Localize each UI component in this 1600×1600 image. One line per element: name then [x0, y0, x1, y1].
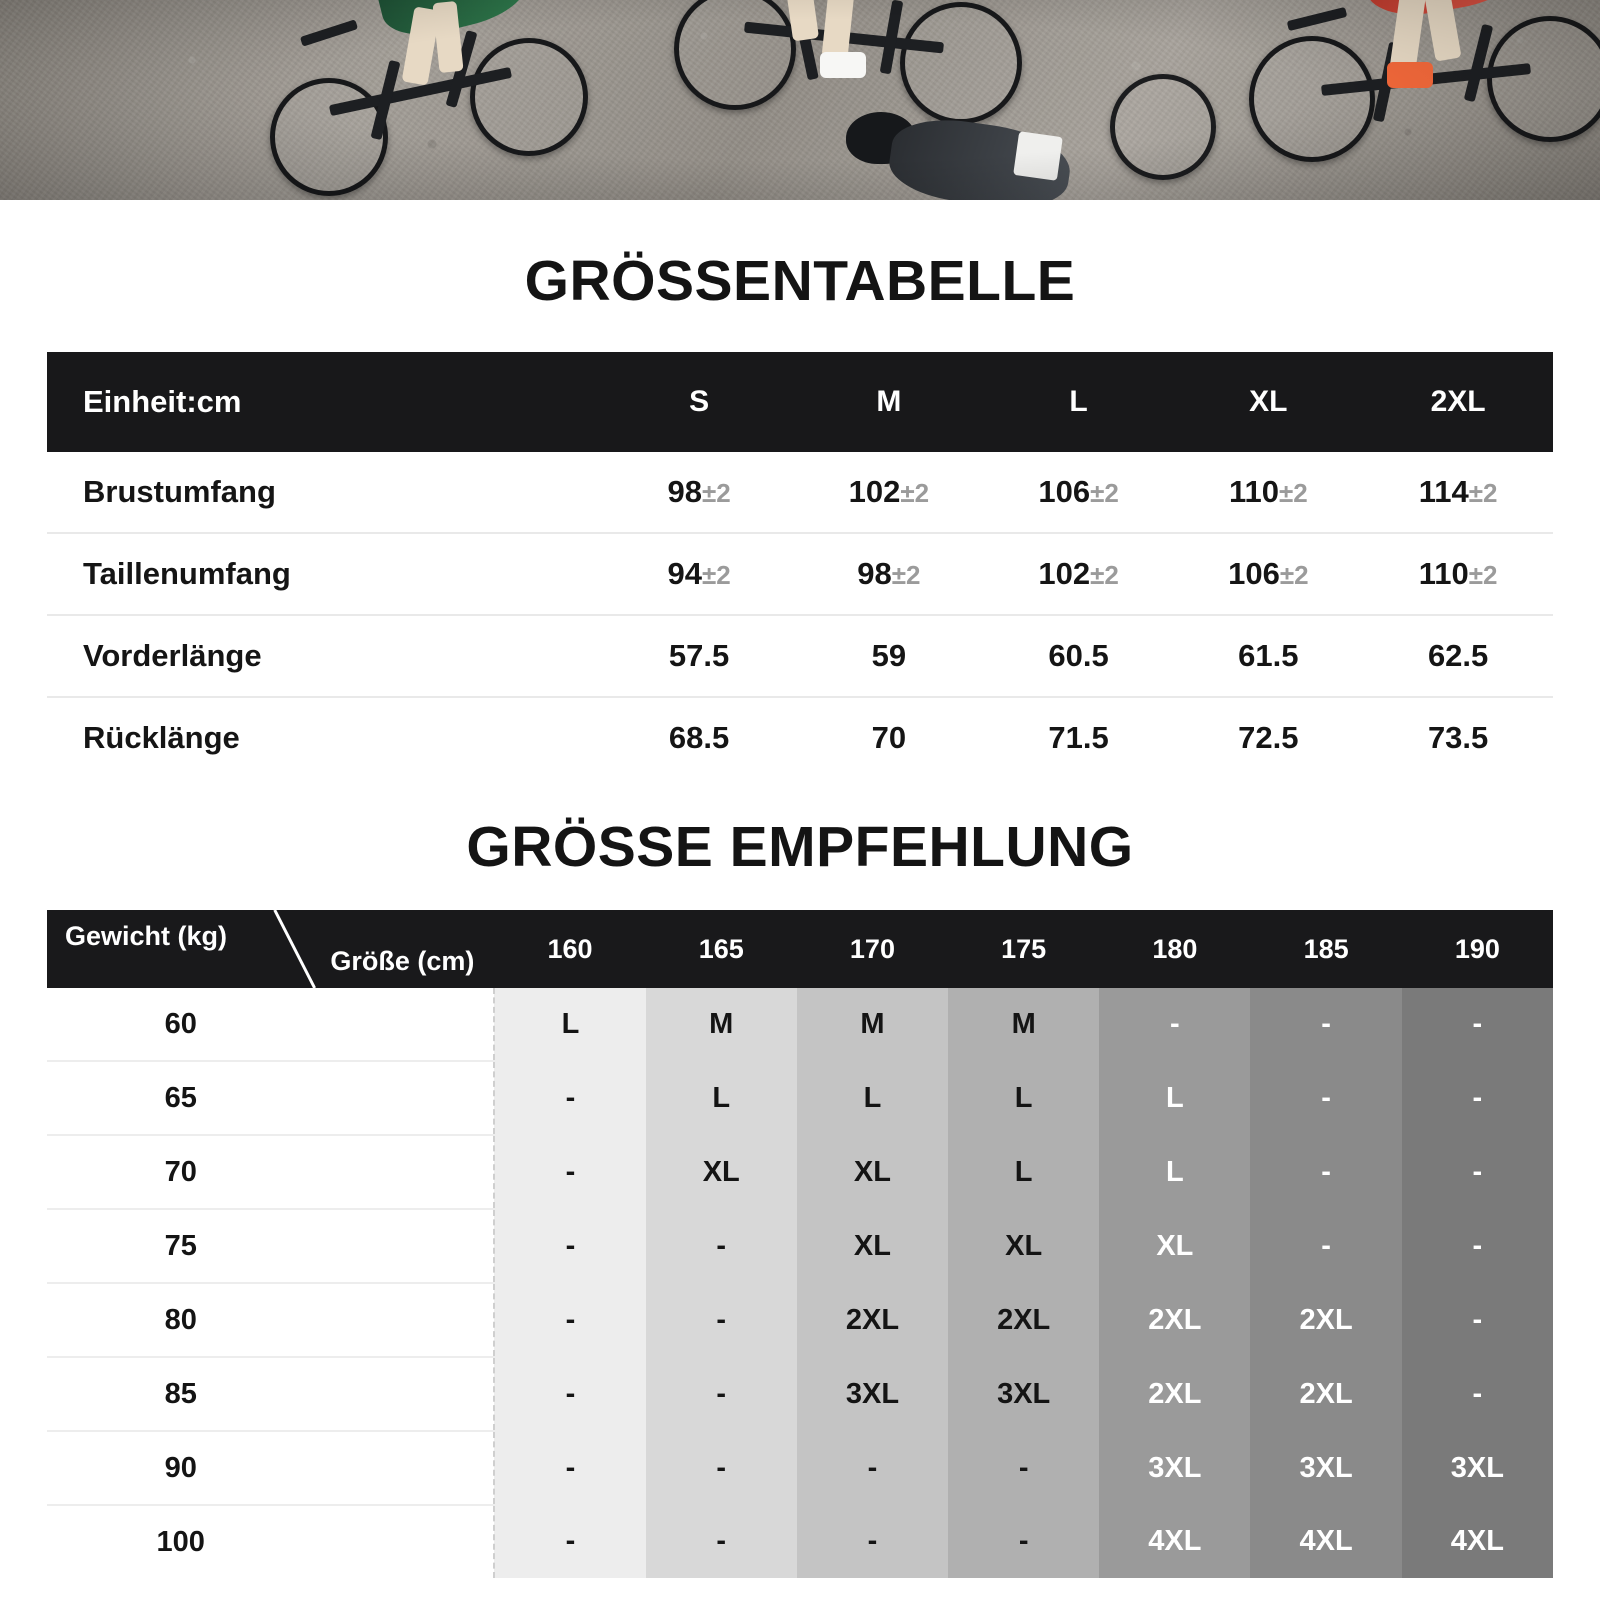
measure-cell: 72.5: [1238, 720, 1299, 755]
table-row: [47, 1357, 1553, 1431]
measure-value: 98: [667, 474, 702, 509]
measure-cell: [984, 533, 1174, 615]
measure-cell: 59: [794, 615, 984, 697]
table-row: [47, 615, 1553, 697]
corner-weight-label: Gewicht (kg): [65, 921, 228, 951]
size-recommendation-cell: -: [646, 1209, 797, 1283]
height-header-170: 170: [797, 910, 948, 988]
recommendation-title: GRÖSSE EMPFEHLUNG: [466, 815, 1134, 879]
size-recommendation-cell: L: [646, 1061, 797, 1135]
measure-label-waist: Taillenumfang: [47, 533, 604, 615]
size-recommendation-cell: 2XL: [1250, 1283, 1401, 1357]
size-recommendation-cell: -: [1250, 1209, 1401, 1283]
tolerance: ±2: [1090, 560, 1119, 590]
size-recommendation-cell: M: [646, 988, 797, 1061]
size-recommendation-cell: 2XL: [1099, 1357, 1250, 1431]
size-chart-table: [47, 352, 1553, 778]
table-row: [47, 1283, 1553, 1357]
weight-label: 60: [47, 988, 494, 1061]
measure-value: 102: [848, 474, 901, 509]
measure-cell: 61.5: [1173, 615, 1363, 697]
size-recommendation-cell: -: [646, 1357, 797, 1431]
size-recommendation-cell: L: [1099, 1135, 1250, 1209]
measure-cell: 71.5: [1048, 720, 1109, 755]
size-recommendation-cell: 4XL: [1402, 1505, 1553, 1578]
measure-value: 114: [1418, 474, 1469, 509]
size-recommendation-cell: -: [494, 1431, 645, 1505]
measure-cell: 73.5: [1427, 720, 1489, 755]
weight-label: 85: [47, 1357, 494, 1431]
measure-value: 94: [667, 556, 702, 591]
size-recommendation-cell: L: [948, 1061, 1099, 1135]
size-recommendation-cell: -: [1402, 1061, 1553, 1135]
height-header-190: 190: [1402, 910, 1553, 988]
tolerance: ±2: [1468, 560, 1498, 590]
size-recommendation-cell: -: [797, 1431, 948, 1505]
weight-label: 65: [47, 1061, 494, 1135]
size-recommendation-cell: -: [494, 1505, 645, 1578]
size-recommendation-cell: -: [1250, 988, 1401, 1061]
table-row: [47, 1061, 1553, 1135]
measure-value: 98: [857, 556, 892, 591]
measure-value: 110: [1228, 474, 1279, 509]
weight-label: 90: [47, 1431, 494, 1505]
table-row: [47, 1209, 1553, 1283]
size-header-l: L: [984, 352, 1174, 452]
size-recommendation-cell: -: [494, 1209, 645, 1283]
weight-label: 70: [47, 1135, 494, 1209]
size-recommendation-cell: 3XL: [1250, 1431, 1401, 1505]
measure-cell: [1173, 452, 1363, 533]
corner-size-label: Größe (cm): [330, 946, 475, 976]
measure-cell: 62.5: [1363, 615, 1553, 697]
tolerance: ±2: [891, 560, 921, 590]
size-header-xl: XL: [1173, 352, 1363, 452]
size-recommendation-cell: -: [948, 1505, 1099, 1578]
measure-cell: [794, 452, 984, 533]
size-recommendation-cell: -: [494, 1357, 645, 1431]
size-recommendation-cell: L: [1099, 1061, 1250, 1135]
size-recommendation-cell: L: [948, 1135, 1099, 1209]
measure-label-front-length: Vorderlänge: [47, 615, 604, 697]
table-row: [47, 1135, 1553, 1209]
size-recommendation-cell: M: [797, 988, 948, 1061]
size-recommendation-cell: 4XL: [1099, 1505, 1250, 1578]
size-recommendation-cell: -: [1402, 988, 1553, 1061]
table-row: [47, 988, 1553, 1061]
size-recommendation-cell: -: [646, 1431, 797, 1505]
size-recommendation-cell: XL: [1099, 1209, 1250, 1283]
size-recommendation-cell: L: [797, 1061, 948, 1135]
recommendation-section: [47, 910, 1553, 1578]
size-chart-section: [47, 352, 1553, 778]
size-recommendation-cell: 2XL: [1250, 1357, 1401, 1431]
size-recommendation-cell: -: [1402, 1209, 1553, 1283]
table-header-row: [47, 352, 1553, 452]
measure-label-back-length: Rücklänge: [83, 720, 240, 755]
measure-value: 106: [1228, 556, 1280, 591]
height-header-180: 180: [1099, 910, 1250, 988]
size-recommendation-cell: -: [494, 1135, 645, 1209]
size-recommendation-cell: 3XL: [797, 1357, 948, 1431]
size-header-s: S: [604, 352, 794, 452]
hero-vignette: [0, 0, 1600, 200]
size-recommendation-cell: -: [1402, 1283, 1553, 1357]
measure-cell: 60.5: [984, 615, 1174, 697]
tolerance: ±2: [1279, 560, 1309, 590]
weight-label: 80: [47, 1283, 494, 1357]
size-recommendation-cell: -: [1250, 1061, 1401, 1135]
measure-cell: 70: [871, 720, 907, 755]
tolerance: ±2: [1090, 478, 1119, 508]
size-recommendation-cell: XL: [646, 1135, 797, 1209]
size-recommendation-cell: -: [494, 1283, 645, 1357]
measure-cell: 57.5: [604, 615, 794, 697]
tolerance: ±2: [900, 478, 930, 508]
size-recommendation-cell: 2XL: [948, 1283, 1099, 1357]
size-recommendation-cell: 4XL: [1250, 1505, 1401, 1578]
measure-cell: [984, 452, 1174, 533]
size-recommendation-cell: -: [494, 1061, 645, 1135]
table-row: [47, 533, 1553, 615]
weight-label: 100: [47, 1505, 494, 1578]
size-recommendation-cell: -: [646, 1505, 797, 1578]
size-recommendation-cell: -: [646, 1283, 797, 1357]
height-header-165: 165: [646, 910, 797, 988]
measure-cell: [1363, 533, 1553, 615]
size-recommendation-cell: M: [948, 988, 1099, 1061]
height-header-160: 160: [494, 910, 645, 988]
measure-cell: [604, 452, 794, 533]
height-header-185: 185: [1250, 910, 1401, 988]
size-recommendation-cell: XL: [797, 1209, 948, 1283]
tolerance: ±2: [701, 478, 731, 508]
size-recommendation-cell: 3XL: [1402, 1431, 1553, 1505]
size-recommendation-cell: -: [948, 1431, 1099, 1505]
size-recommendation-cell: 3XL: [948, 1357, 1099, 1431]
size-recommendation-cell: L: [494, 988, 645, 1061]
hero-banner: [0, 0, 1600, 200]
measure-value: 106: [1038, 474, 1091, 509]
size-recommendation-cell: -: [1099, 988, 1250, 1061]
size-recommendation-cell: -: [1402, 1357, 1553, 1431]
corner-header: [47, 910, 494, 988]
size-recommendation-cell: 2XL: [797, 1283, 948, 1357]
recommendation-body: [47, 988, 1553, 1578]
size-chart-header: [47, 352, 1553, 452]
measure-label-chest: Brustumfang: [47, 452, 604, 533]
measure-cell: 68.5: [668, 720, 730, 755]
size-header-2xl: 2XL: [1363, 352, 1553, 452]
recommendation-header-row: [47, 910, 1553, 988]
tolerance: ±2: [1278, 478, 1308, 508]
height-header-175: 175: [948, 910, 1099, 988]
table-row: [47, 697, 1553, 778]
measure-value: 110: [1418, 556, 1469, 591]
size-recommendation-cell: 2XL: [1099, 1283, 1250, 1357]
measure-cell: [794, 533, 984, 615]
weight-label: 75: [47, 1209, 494, 1283]
measure-value: 102: [1038, 556, 1091, 591]
size-recommendation-cell: XL: [797, 1135, 948, 1209]
tolerance: ±2: [1468, 478, 1498, 508]
measure-cell: [1173, 533, 1363, 615]
size-chart-title: GRÖSSENTABELLE: [524, 249, 1076, 313]
size-recommendation-cell: -: [1402, 1135, 1553, 1209]
measure-cell: [604, 533, 794, 615]
recommendation-table: [47, 910, 1553, 1578]
size-recommendation-cell: 3XL: [1099, 1431, 1250, 1505]
table-row: [47, 452, 1553, 533]
table-row: [47, 1431, 1553, 1505]
tolerance: ±2: [701, 560, 731, 590]
size-header-m: M: [794, 352, 984, 452]
size-recommendation-cell: XL: [948, 1209, 1099, 1283]
measure-cell: [1363, 452, 1553, 533]
size-recommendation-cell: -: [797, 1505, 948, 1578]
size-recommendation-cell: -: [1250, 1135, 1401, 1209]
unit-header: Einheit:cm: [47, 352, 604, 452]
table-row: [47, 1505, 1553, 1578]
